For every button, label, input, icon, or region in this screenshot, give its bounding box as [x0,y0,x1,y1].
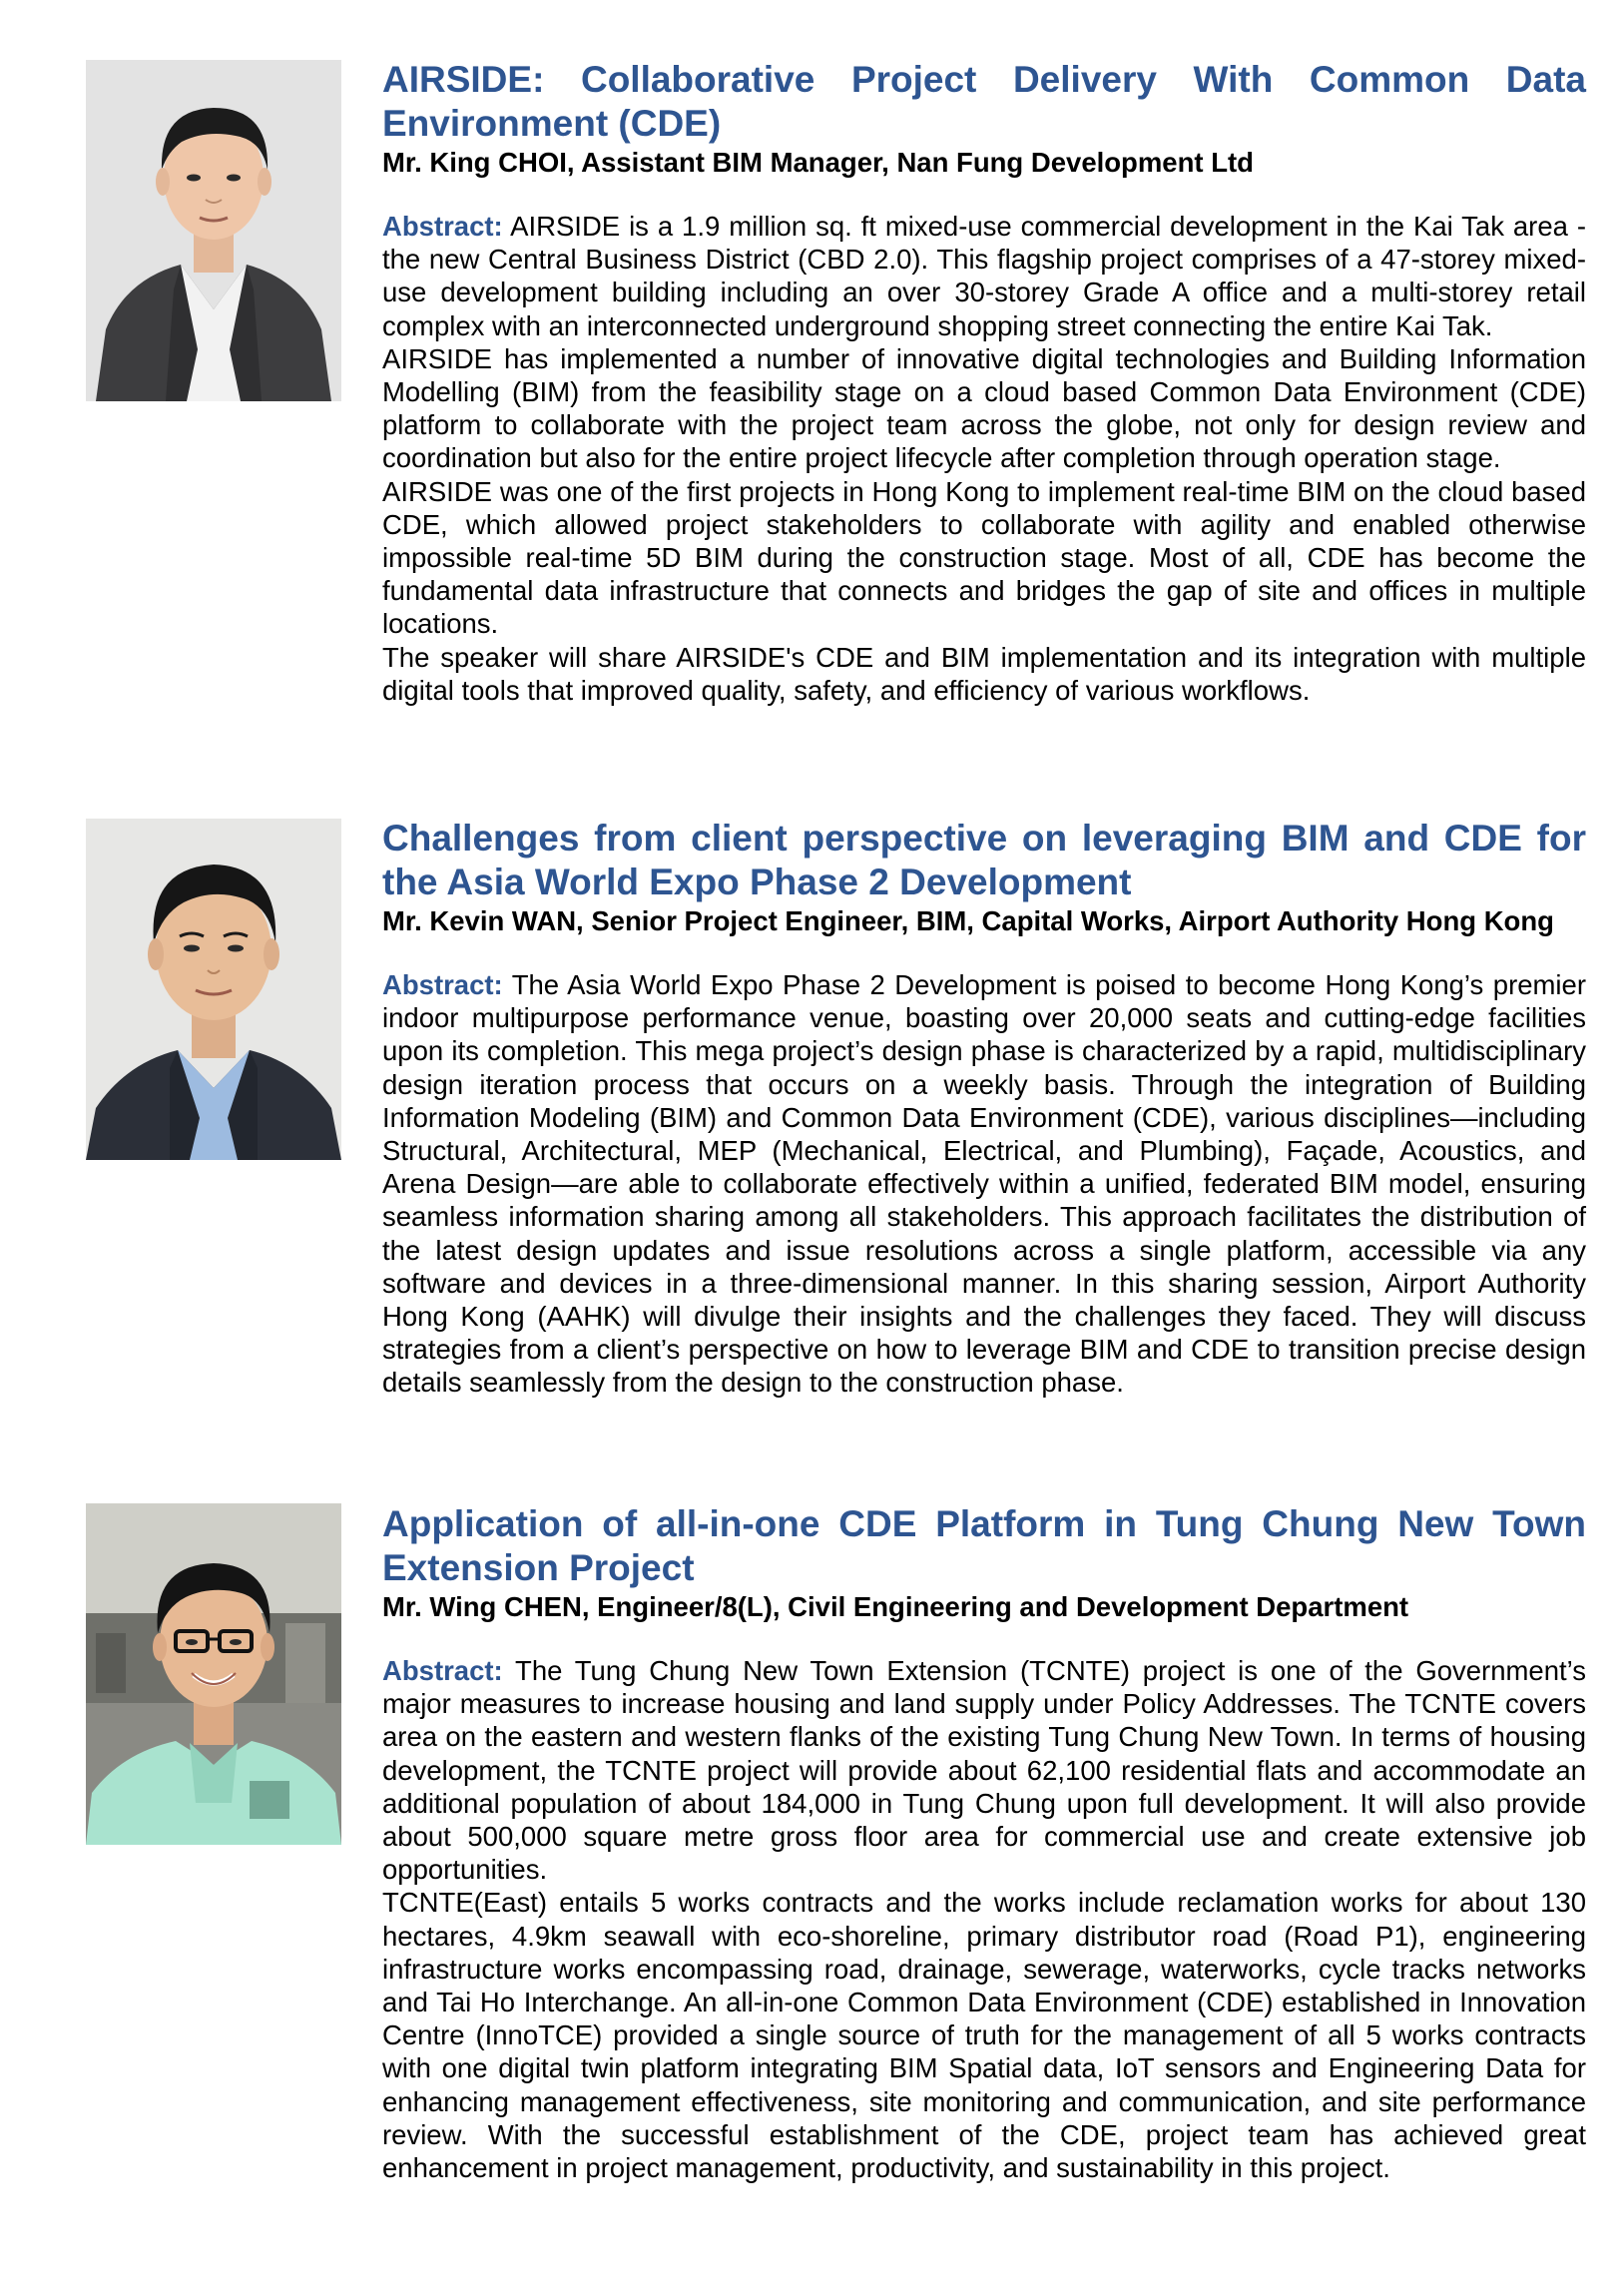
abstract-paragraph: TCNTE(East) entails 5 works contracts and the works include reclamation works for about 130 hectares, 4.9km seawall with eco-shoreline, primary distributor road (Road P1), engineering infrastructure works encompassing road, drainage, sewerage, waterworks, cycle tracks networks and Tai Ho Interchange. An all-in-one Common Data Environment (CDE) established in Innovation Centre (InnoTCE) provided a single source of truth for the management of all 5 works contracts with one digital twin platform integrating BIM Spatial data, IoT sensors and Engineering Data for enhancing management effectiveness, site monitoring and communication, and site performance review. With the successful establishment of the CDE, project team has achieved great enhancement in project management, productivity, and sustainability in this project. [382,1887,1586,2184]
talk-title: Challenges from client perspective on leveraging BIM and CDE for the Asia World Expo Phase 2 Development [382,818,1586,902]
talk-title: Application of all-in-one CDE Platform in Tung Chung New Town Extension Project [382,1503,1586,1588]
abstract-paragraph: AIRSIDE has implemented a number of innovative digital technologies and Building Information Modelling (BIM) from the feasibility stage on a cloud based Common Data Environment (CDE) platform to collaborate with the project team across the globe, not only for design review and coordination but also for the entire project lifecycle after completion through operation stage. [382,342,1586,474]
speaker-photo [86,60,341,401]
abstract-paragraph: AIRSIDE was one of the first projects in Hong Kong to implement real-time BIM on the cloud based CDE, which allowed project stakeholders to collaborate with agility and enabled otherwise impossible real-time 5D BIM during the construction stage. Most of all, CDE has become the fundamental data infrastructure that connects and bridges the gap of site and offices in multiple locations. [382,475,1586,640]
speaker-photo [86,1503,341,1845]
abstract-text: The Tung Chung New Town Extension (TCNTE) project is one of the Government’s major measures to increase housing and land supply under Policy Addresses. The TCNTE covers area on the eastern and western flanks of the existing Tung Chung New Town. In terms of housing development, the TCNTE project will provide about 62,100 residential flats and accommodate an additional population of about 184,000 in Tung Chung upon full development. It will also provide about 500,000 square metre gross floor area for commercial use and create extensive job opportunities. [382,1655,1586,1886]
abstract-paragraph: The speaker will share AIRSIDE's CDE and BIM implementation and its integration with multiple digital tools that improved quality, safety, and efficiency of various workflows. [382,641,1586,706]
speaker-name: Mr. Wing CHEN, Engineer/8(L), Civil Engineering and Development Department [382,1591,1409,1622]
speaker-name: Mr. King CHOI, Assistant BIM Manager, Nan Fung Development Ltd [382,147,1254,178]
abstract-label: Abstract: [382,1655,503,1686]
abstract-text: AIRSIDE is a 1.9 million sq. ft mixed-use commercial development in the Kai Tak area - the new Central Business District (CBD 2.0). This flagship project comprises of a 47-storey mixed-use development building including an over 30-storey Grade A office and a multi-storey retail complex with an interconnected underground shopping street connecting the entire Kai Tak. [382,211,1586,341]
speaker-2-portrait [86,819,341,1160]
abstract-text: The Asia World Expo Phase 2 Development is poised to become Hong Kong’s premier indoor multipurpose performance venue, boasting over 20,000 seats and cutting-edge facilities upon its completion. This mega project’s design phase is characterized by a rapid, multidisciplinary design iteration process that occurs on a weekly basis. Through the integration of Building Information Modeling (BIM) and Common Data Environment (CDE), various disciplines—including Structural, Architectural, MEP (Mechanical, Electrical, and Plumbing), Façade, Acoustics, and Arena Design—are able to collaborate effectively within a unified, federated BIM model, ensuring seamless information sharing among all stakeholders. This approach facilitates the distribution of the latest design updates and issue resolutions across a single platform, accessible via any software and devices in a three-dimensional manner. In this sharing session, Airport Authority Hong Kong (AAHK) will divulge their insights and the challenges they faced. They will discuss strategies from a client’s perspective on how to leverage BIM and CDE to transition precise design details seamlessly from the design to the construction phase. [382,969,1586,1399]
abstract-paragraph [382,210,1586,342]
abstract [382,210,1586,707]
abstract-label: Abstract: [382,969,503,1000]
abstract-paragraph [382,968,1586,1400]
speaker-3-portrait [86,1503,341,1845]
speaker-photo [86,819,341,1160]
abstract [382,968,1586,1400]
speaker-1-portrait [86,60,341,401]
speaker-name: Mr. Kevin WAN, Senior Project Engineer, BIM, Capital Works, Airport Authority Hong Kong [382,905,1554,936]
talk-content [382,58,1586,707]
abstract-paragraph [382,1654,1586,1886]
talk-content [382,817,1586,1400]
talk-title: AIRSIDE: Collaborative Project Delivery With Common Data Environment (CDE) [382,59,1586,144]
talk-content [382,1502,1586,2184]
abstract [382,1654,1586,2184]
abstract-label: Abstract: [382,211,503,242]
